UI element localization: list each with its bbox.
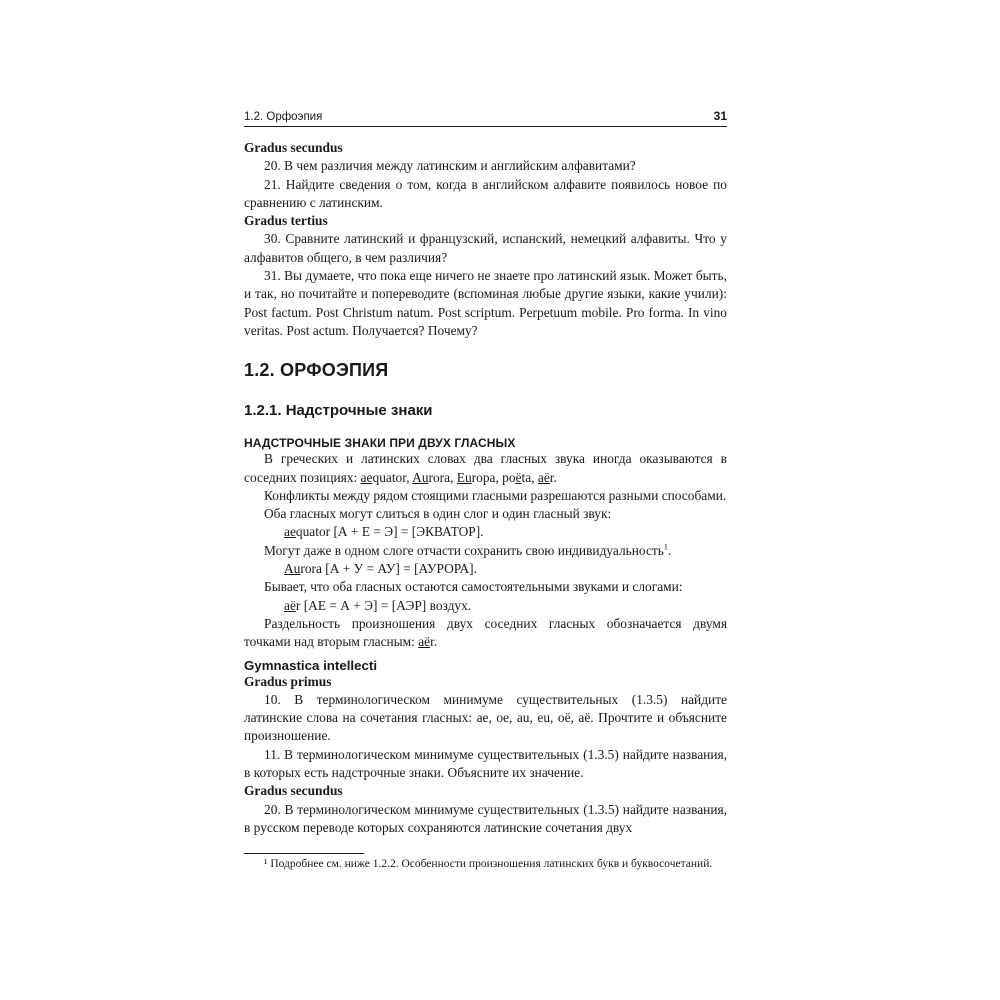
paragraph-5: Бывает, что оба гласных остаются самостоятельными звуками и слогами:: [264, 579, 683, 595]
footnote-divider: [244, 853, 364, 854]
exercises-top: [244, 139, 727, 340]
exercise-11: 11. В терминологическом минимуме существительных (1.3.5) найдите названия, в которых есть надстрочные знаки. Объясните их значение.: [244, 746, 727, 781]
body-text: [244, 450, 727, 651]
gymnastica-heading: Gymnastica intellecti: [244, 657, 378, 673]
running-head-section: 1.2. Орфоэпия: [244, 111, 323, 123]
formula-aequator: aequator [А + Е = Э] = [ЭКВАТОР].: [284, 524, 484, 540]
book-page: [244, 103, 727, 872]
exercise-21: 21. Найдите сведения о том, когда в английском алфавите появилось новое по сравнению с латинским.: [244, 176, 727, 210]
running-head: [244, 103, 727, 127]
gradus-secundus-heading: Gradus secundus: [244, 140, 343, 155]
gradus-tertius-heading: Gradus tertius: [244, 213, 328, 229]
exercise-20: 20. В чем различия между латинским и английским алфавитами?: [264, 158, 636, 174]
subsection-title: 1.2.1. Надстрочные знаки: [244, 402, 433, 420]
paragraph-3: Оба гласных могут слиться в один слог и один гласный звук:: [264, 506, 612, 522]
subheading: НАДСТРОЧНЫЕ ЗНАКИ ПРИ ДВУХ ГЛАСНЫХ: [244, 436, 516, 451]
formula-aer: aër [АЕ = А + Э] = [АЭР] воздух.: [284, 597, 472, 613]
page-number: 31: [713, 109, 727, 123]
section-title: 1.2. ОРФОЭПИЯ: [244, 360, 389, 381]
gradus-secundus-heading-2: Gradus secundus: [244, 783, 343, 799]
exercise-30: 30. Сравните латинский и французский, испанский, немецкий алфавиты. Что у алфавитов общего, в чем различия?: [244, 231, 727, 265]
paragraph-6: Раздельность произношения двух соседних гласных обозначается двумя точками над вторым гласным: aër.: [244, 615, 727, 650]
exercise-31: 31. Вы думаете, что пока еще ничего не знаете про латинский язык. Может быть, и так, но почитайте и попереводите (вспоминая любые другие языки, какие учили): Post factum. Post Christum natum. Post scriptum. Perpetuum mobile. Pro forma. In vino veritas. Post actum. Получается? Почему?: [244, 268, 727, 338]
paragraph-2: Конфликты между рядом стоящими гласными разрешаются разными способами.: [264, 487, 727, 503]
exercise-20-bottom: 20. В терминологическом минимуме существительных (1.3.5) найдите названия, в русском переводе которых сохраняются латинские сочетания двух: [244, 801, 727, 835]
exercises-bottom: [244, 673, 727, 838]
exercise-10: 10. В терминологическом минимуме существительных (1.3.5) найдите латинские слова на сочетания гласных: ae, oe, au, eu, oё, aё. Прочтите и объясните произношение.: [244, 691, 727, 744]
paragraph-1: В греческих и латинских словах два гласных звука иногда оказываются в соседних позициях: aequator, Aurora, Europa, poëta, aër.: [244, 451, 727, 485]
paragraph-4: Могут даже в одном слоге отчасти сохранить свою индивидуальность$^1$.: [264, 542, 672, 558]
formula-aurora: Aurora [А + У = АУ] = [АУРОРА].: [284, 561, 477, 577]
gradus-primus-heading: Gradus primus: [244, 673, 332, 689]
footnote: ¹ Подробнее см. ниже 1.2.2. Особенности произношения латинских букв и буквосочетаний.: [264, 858, 713, 871]
footnote-ref[interactable]: 1: [663, 542, 668, 552]
